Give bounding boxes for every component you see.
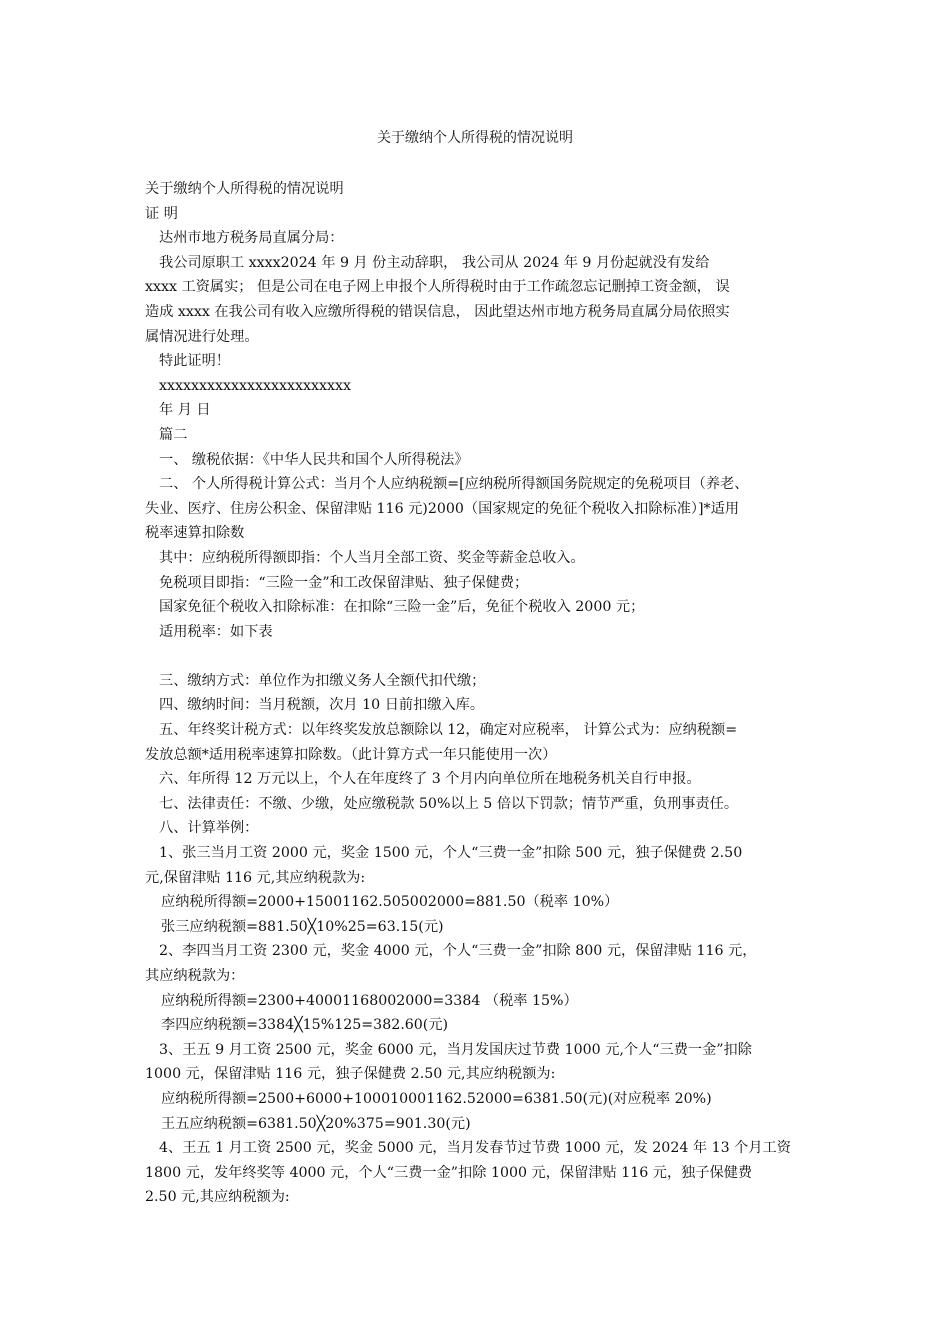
example-line: 4、王五 1 月工资 2500 元，奖金 5000 元，当月发春节过节费 1000 元，发 2024 年 13 个月工资 xyxy=(159,1140,791,1157)
body-heading: 关于缴纳个人所得税的情况说明 xyxy=(145,181,344,197)
date-placeholder: 年 月 日 xyxy=(159,402,211,419)
certification-statement: 特此证明！ xyxy=(159,353,230,370)
calculation-line: 应纳税所得额=2300+40001168002000=3384 （税率 15%） xyxy=(161,992,578,1009)
definition-line: 免税项目即指：“三险一金”和工改保留津贴、独子保健费； xyxy=(159,574,529,591)
calculation-line: 张三应纳税额=881.50╳10%25=63.15(元) xyxy=(161,918,444,935)
list-item: 四、缴纳时间：当月税额，次月 10 日前扣缴入库。 xyxy=(159,697,485,714)
example-line: 1800 元，发年终奖等 4000 元，个人“三费一金”扣除 1000 元，保留津贴 116 元，独子保健费 xyxy=(145,1164,753,1181)
example-line: 其应纳税款为： xyxy=(145,968,245,984)
paragraph-line: 属情况进行处理。 xyxy=(145,328,259,345)
definition-line: 国家免征个税收入扣除标准：在扣除“三险一金”后，免征个税收入 2000 元； xyxy=(159,599,645,616)
calculation-line: 王五应纳税额=6381.50╳20%375=901.30(元) xyxy=(161,1115,471,1132)
example-line: 1、张三当月工资 2000 元，奖金 1500 元，个人“三费一金”扣除 500 元，独子保健费 2.50 xyxy=(159,845,743,862)
paragraph-line: 我公司原职工 xxxx2024 年 9 月 份主动辞职， 我公司从 2024 年 9 月份起就没有发给 xyxy=(159,254,710,271)
list-item: 六、年所得 12 万元以上，个人在年度终了 3 个月内向单位所在地税务机关自行申报。 xyxy=(159,771,701,788)
list-item: 三、缴纳方式：单位作为扣缴义务人全额代扣代缴； xyxy=(159,672,486,689)
section-heading: 篇二 xyxy=(159,426,188,443)
signature-placeholder: xxxxxxxxxxxxxxxxxxxxxxxx xyxy=(159,377,352,394)
document-title: 关于缴纳个人所得税的情况说明 xyxy=(377,130,573,146)
paragraph-line: 发放总额*适用税率速算扣除数。（此计算方式一年只能使用一次） xyxy=(145,746,557,763)
list-item: 一、 缴税依据：《中华人民共和国个人所得税法》 xyxy=(159,451,469,468)
paragraph-line: 造成 xxxx 在我公司有收入应缴所得税的错误信息， 因此望达州市地方税务局直属分局依照实 xyxy=(145,303,730,320)
example-line: 1000 元，保留津贴 116 元，独子保健费 2.50 元,其应纳税额为: xyxy=(145,1066,556,1083)
example-line: 3、王五 9 月工资 2500 元，奖金 6000 元，当月发国庆过节费 1000 元,个人“三费一金”扣除 xyxy=(159,1041,752,1058)
example-line: 元,保留津贴 116 元,其应纳税款为: xyxy=(145,869,366,886)
example-line: 2、李四当月工资 2300 元，奖金 4000 元，个人“三费一金”扣除 800 元，保留津贴 116 元， xyxy=(159,943,757,960)
paragraph-line: 税率速算扣除数 xyxy=(145,525,245,542)
recipient-line: 达州市地方税务局直属分局： xyxy=(159,230,344,247)
paragraph-line: xxxx 工资属实； 但是公司在电子网上申报个人所得税时由于工作疏忽忘记删掉工资金额， 误 xyxy=(145,279,730,296)
list-item: 二、 个人所得税计算公式：当月个人应纳税额=[应纳税所得额国务院规定的免税项目（养老、 xyxy=(159,476,749,493)
example-line: 2.50 元,其应纳税额为: xyxy=(145,1189,290,1206)
definition-line: 适用税率：如下表 xyxy=(159,623,273,640)
list-item: 五、年终奖计税方式：以年终奖发放总额除以 12，确定对应税率， 计算公式为：应纳税额= xyxy=(159,722,738,739)
calculation-line: 应纳税所得额=2500+6000+100010001162.52000=6381.50(元)(对应税率 20%) xyxy=(161,1090,712,1107)
list-item: 七、法律责任：不缴、少缴，处应缴税款 50%以上 5 倍以下罚款；情节严重，负刑事责任。 xyxy=(159,795,739,812)
definition-line: 其中：应纳税所得额即指：个人当月全部工资、奖金等薪金总收入。 xyxy=(159,549,585,566)
calculation-line: 应纳税所得额=2000+15001162.505002000=881.50（税率 10%） xyxy=(161,894,619,911)
paragraph-line: 失业、医疗、住房公积金、保留津贴 116 元)2000（国家规定的免征个税收入扣除标准）]*适用 xyxy=(145,500,740,517)
list-item: 八、计算举例： xyxy=(159,820,259,837)
certificate-label: 证 明 xyxy=(145,205,178,222)
calculation-line: 李四应纳税额=3384╳15%125=382.60(元) xyxy=(161,1017,449,1034)
blank-line xyxy=(145,644,813,669)
document-body xyxy=(145,177,813,1210)
